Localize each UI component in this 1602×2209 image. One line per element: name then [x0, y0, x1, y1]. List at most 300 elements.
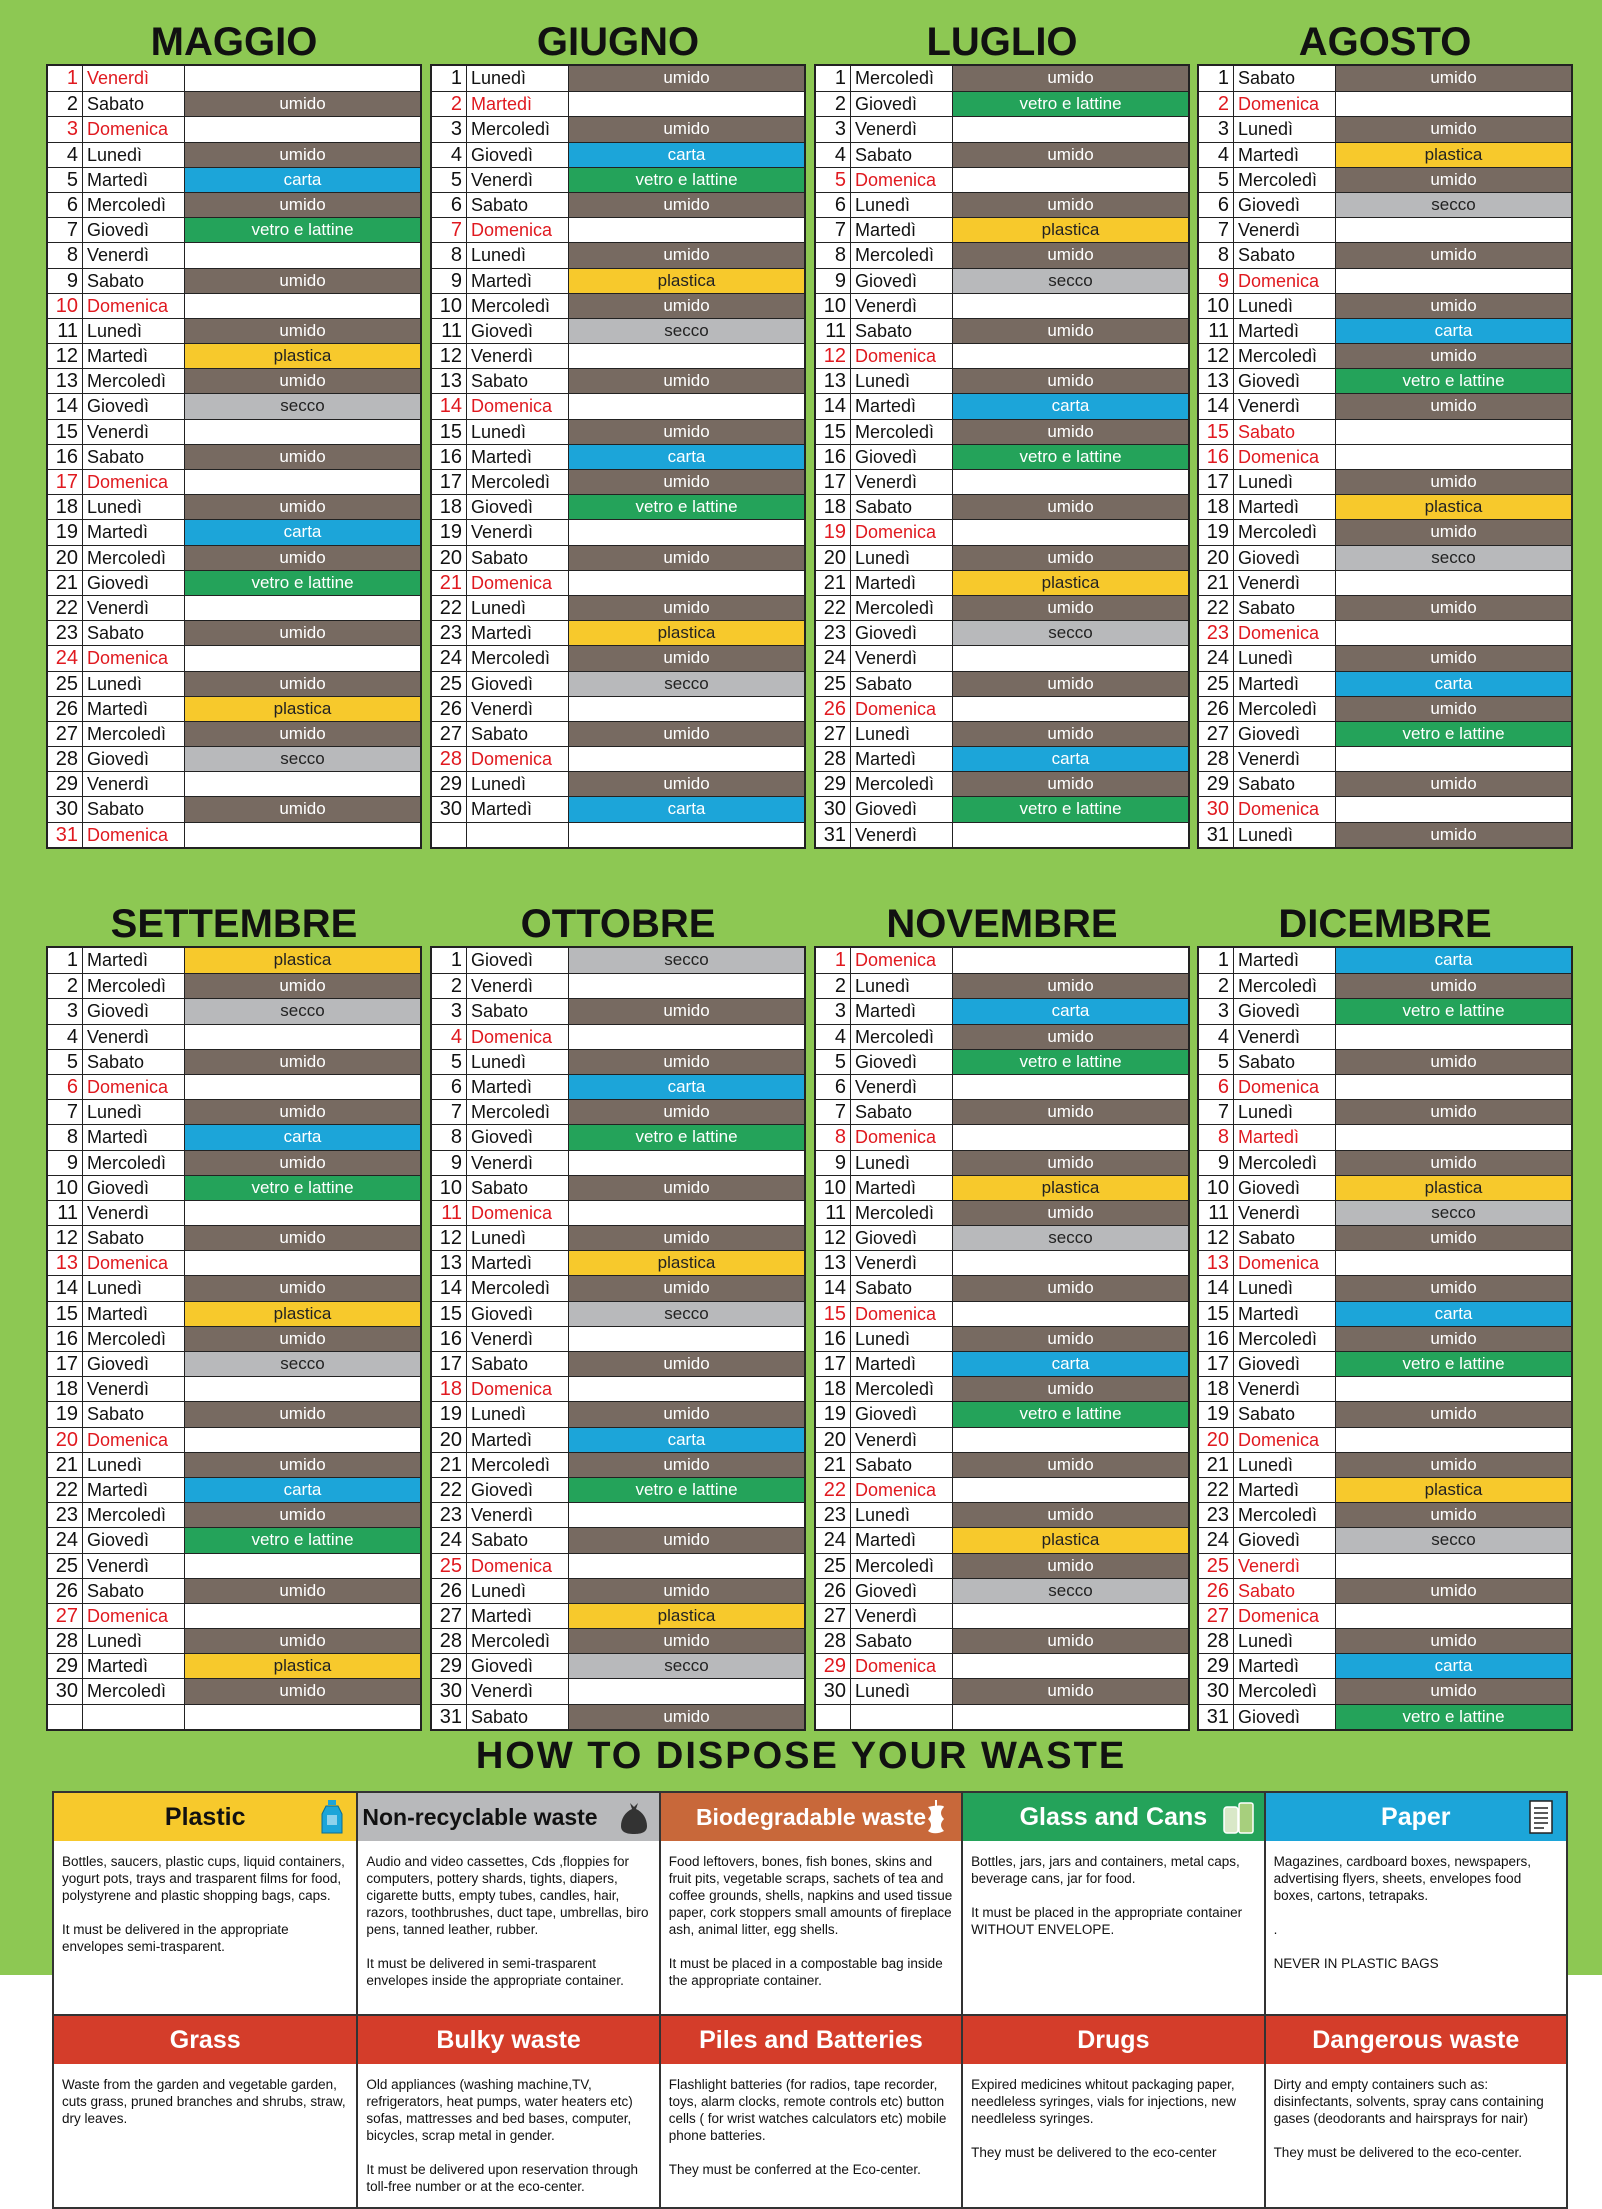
day-number: 24	[55, 1529, 78, 1552]
day-row	[1199, 973, 1571, 998]
day-name: Martedì	[82, 520, 184, 544]
day-row	[48, 645, 420, 670]
day-row	[432, 1553, 804, 1578]
day-number: 8	[834, 244, 846, 267]
day-row	[1199, 1250, 1571, 1275]
category-description	[54, 2064, 356, 2207]
day-number: 18	[439, 1378, 462, 1401]
collection-cell	[1335, 1075, 1571, 1099]
day-number: 20	[55, 1428, 78, 1451]
day-name: Mercoledì	[82, 369, 184, 393]
day-name: Giovedì	[82, 1352, 184, 1376]
day-name: Lunedì	[82, 319, 184, 343]
day-name: Martedì	[466, 1251, 568, 1275]
collection-cell: umido	[184, 193, 420, 217]
collection-cell	[1335, 1604, 1571, 1628]
day-name: Venerdì	[1233, 1025, 1335, 1049]
day-row	[48, 1653, 420, 1678]
day-row	[432, 1301, 804, 1326]
day-number: 24	[1206, 647, 1229, 670]
collection-cell: umido	[184, 974, 420, 998]
day-number: 27	[1206, 1604, 1229, 1627]
day-row	[48, 998, 420, 1023]
day-name: Martedì	[466, 269, 568, 293]
day-row	[432, 1678, 804, 1703]
day-number: 14	[823, 395, 846, 418]
category-paper	[1264, 1793, 1566, 2014]
day-row	[816, 973, 1188, 998]
day-name: Venerdì	[82, 1025, 184, 1049]
day-row	[816, 1074, 1188, 1099]
day-row	[48, 721, 420, 746]
day-number: 3	[66, 1000, 78, 1023]
collection-cell	[184, 1428, 420, 1452]
day-name: Giovedì	[466, 143, 568, 167]
collection-cell: secco	[568, 319, 804, 343]
description-paragraph: NEVER IN PLASTIC BAGS	[1273, 1956, 1439, 1971]
day-number: 4	[1217, 143, 1229, 166]
day-name: Lunedì	[1233, 1453, 1335, 1477]
day-number: 7	[1217, 1101, 1229, 1124]
day-number: 29	[55, 773, 78, 796]
day-row	[48, 142, 420, 167]
day-name: Giovedì	[466, 1654, 568, 1678]
day-number: 20	[439, 1428, 462, 1451]
day-number: 23	[55, 622, 78, 645]
day-number: 23	[823, 1504, 846, 1527]
day-number: 28	[1206, 748, 1229, 771]
day-name: Giovedì	[466, 1125, 568, 1149]
collection-cell: carta	[568, 445, 804, 469]
day-number: 12	[1206, 345, 1229, 368]
day-number: 27	[823, 722, 846, 745]
collection-cell	[1335, 1377, 1571, 1401]
day-row	[48, 268, 420, 293]
collection-cell: carta	[952, 1352, 1188, 1376]
day-number: 29	[1206, 773, 1229, 796]
day-number: 18	[1206, 496, 1229, 519]
day-number: 1	[1217, 67, 1229, 89]
day-number: 27	[55, 722, 78, 745]
day-row	[48, 91, 420, 116]
day-row	[816, 746, 1188, 771]
collection-cell: umido	[568, 193, 804, 217]
day-number: 19	[823, 521, 846, 544]
day-number: 1	[834, 67, 846, 89]
collection-cell	[568, 92, 804, 116]
day-name: Sabato	[850, 143, 952, 167]
day-number: 5	[1217, 168, 1229, 191]
day-name: Lunedì	[466, 1050, 568, 1074]
day-number: 8	[1217, 1126, 1229, 1149]
day-number: 21	[823, 1453, 846, 1476]
day-number: 7	[450, 1101, 462, 1124]
day-row	[1199, 469, 1571, 494]
collection-cell: umido	[568, 1528, 804, 1552]
day-name: Martedì	[82, 948, 184, 973]
day-name: Martedì	[850, 1176, 952, 1200]
collection-cell	[568, 1327, 804, 1351]
day-row	[816, 167, 1188, 192]
description-paragraph: Waste from the garden and vegetable garden, cuts grass, pruned branches and shrubs, straw, dry leaves.	[62, 2077, 346, 2126]
day-name: Lunedì	[82, 1276, 184, 1300]
day-row	[816, 217, 1188, 242]
day-number: 23	[823, 622, 846, 645]
day-number: 21	[1206, 571, 1229, 594]
day-number: 16	[823, 445, 846, 468]
day-row	[48, 242, 420, 267]
day-number: 16	[1206, 445, 1229, 468]
day-number: 5	[834, 1050, 846, 1073]
day-row	[816, 771, 1188, 796]
collection-cell: vetro e lattine	[1335, 722, 1571, 746]
collection-cell: carta	[1335, 672, 1571, 696]
day-name: Sabato	[82, 797, 184, 821]
day-row	[816, 368, 1188, 393]
day-name: Sabato	[850, 319, 952, 343]
day-name: Mercoledì	[1233, 1503, 1335, 1527]
collection-cell: umido	[568, 1100, 804, 1124]
day-row	[1199, 1351, 1571, 1376]
day-number: 18	[1206, 1378, 1229, 1401]
collection-cell: umido	[184, 797, 420, 821]
day-number: 17	[55, 471, 78, 493]
day-row	[816, 1653, 1188, 1678]
day-number: 15	[1206, 420, 1229, 443]
collection-cell: umido	[568, 1276, 804, 1300]
day-name: Lunedì	[850, 1679, 952, 1703]
day-row	[1199, 444, 1571, 469]
day-row	[48, 696, 420, 721]
day-name: Martedì	[1233, 143, 1335, 167]
day-number: 31	[1206, 1705, 1229, 1728]
collection-cell: umido	[568, 243, 804, 267]
day-row	[816, 1326, 1188, 1351]
collection-cell	[184, 1075, 420, 1099]
day-row	[48, 1124, 420, 1149]
day-row	[1199, 343, 1571, 368]
category-header	[963, 1793, 1263, 1841]
day-row	[432, 91, 804, 116]
day-number: 11	[57, 319, 78, 342]
day-number: 2	[834, 975, 846, 998]
day-row	[432, 1502, 804, 1527]
collection-cell	[1335, 92, 1571, 116]
day-number: 12	[55, 345, 78, 368]
collection-cell	[568, 1201, 804, 1225]
day-row	[432, 1250, 804, 1275]
day-name: Lunedì	[82, 1100, 184, 1124]
day-name: Mercoledì	[850, 772, 952, 796]
day-row	[816, 1351, 1188, 1376]
day-number: 31	[823, 823, 846, 846]
category-description	[54, 1841, 356, 2014]
day-name: Venerdì	[466, 344, 568, 368]
month-title: SETTEMBRE	[110, 902, 358, 946]
day-row	[816, 494, 1188, 519]
collection-cell	[184, 823, 420, 847]
day-number: 24	[439, 647, 462, 670]
day-name: Lunedì	[1233, 823, 1335, 847]
collection-cell: vetro e lattine	[952, 797, 1188, 821]
day-number: 18	[55, 1378, 78, 1401]
day-row	[1199, 1452, 1571, 1477]
day-number: 9	[66, 269, 78, 292]
collection-cell: vetro e lattine	[1335, 1705, 1571, 1729]
month-novembre	[814, 902, 1190, 1731]
category-glass	[961, 1793, 1263, 2014]
day-name: Venerdì	[850, 1604, 952, 1628]
day-number: 24	[823, 647, 846, 670]
day-name: Mercoledì	[850, 1025, 952, 1049]
day-number: 24	[1206, 1529, 1229, 1552]
collection-cell: plastica	[184, 948, 420, 973]
collection-cell: umido	[568, 1352, 804, 1376]
day-row	[1199, 242, 1571, 267]
collection-cell	[184, 420, 420, 444]
month-grid	[1197, 64, 1573, 849]
day-name: Sabato	[82, 92, 184, 116]
day-name: Lunedì	[850, 1503, 952, 1527]
day-name: Mercoledì	[850, 420, 952, 444]
day-row	[816, 393, 1188, 418]
day-row	[48, 116, 420, 141]
day-number: 31	[55, 823, 78, 846]
waste-guide-row-2	[54, 2014, 1566, 2207]
collection-cell: umido	[184, 495, 420, 519]
collection-cell	[184, 1251, 420, 1275]
category-title: Non-recyclable waste	[362, 1804, 598, 1830]
day-name: Domenica	[82, 294, 184, 318]
collection-cell: secco	[952, 1226, 1188, 1250]
collection-cell: umido	[184, 1151, 420, 1175]
collection-cell	[952, 646, 1188, 670]
category-nonrec	[356, 1793, 658, 2014]
day-row	[1199, 1124, 1571, 1149]
day-number: 13	[1206, 1252, 1229, 1275]
collection-cell: umido	[568, 1176, 804, 1200]
day-name: Martedì	[82, 344, 184, 368]
collection-cell: secco	[952, 621, 1188, 645]
collection-cell: plastica	[184, 1302, 420, 1326]
day-number: 6	[66, 193, 78, 216]
day-name: Mercoledì	[850, 243, 952, 267]
collection-cell	[952, 470, 1188, 494]
day-row	[48, 620, 420, 645]
day-row	[1199, 1502, 1571, 1527]
collection-cell: umido	[568, 1629, 804, 1653]
day-row	[816, 822, 1188, 847]
day-name: Venerdì	[82, 420, 184, 444]
day-number: 15	[55, 420, 78, 443]
month-giugno	[430, 20, 806, 849]
day-number: 17	[439, 1353, 462, 1375]
day-row	[816, 1301, 1188, 1326]
collection-cell: umido	[1335, 243, 1571, 267]
day-name: Martedì	[1233, 1654, 1335, 1678]
day-name: Mercoledì	[82, 1679, 184, 1703]
day-number: 12	[823, 1227, 846, 1250]
month-title: NOVEMBRE	[886, 902, 1118, 946]
day-number: 9	[1217, 269, 1229, 292]
day-row	[816, 1578, 1188, 1603]
month-grid	[814, 946, 1190, 1731]
collection-cell: plastica	[952, 1176, 1188, 1200]
collection-cell	[184, 117, 420, 141]
day-number: 15	[823, 420, 846, 443]
collection-cell: umido	[1335, 1679, 1571, 1703]
day-row	[48, 1074, 420, 1099]
day-row	[432, 217, 804, 242]
day-row	[816, 545, 1188, 570]
collection-cell: vetro e lattine	[952, 1402, 1188, 1426]
collection-cell: secco	[568, 1654, 804, 1678]
day-number: 6	[834, 193, 846, 216]
day-number: 18	[439, 496, 462, 519]
day-name: Domenica	[82, 1075, 184, 1099]
day-number: 18	[823, 496, 846, 519]
day-number: 1	[834, 949, 846, 971]
day-name: Venerdì	[850, 646, 952, 670]
day-name: Martedì	[1233, 672, 1335, 696]
day-number: 18	[823, 1378, 846, 1401]
day-name: Lunedì	[850, 1327, 952, 1351]
collection-cell: umido	[1335, 294, 1571, 318]
day-name: Giovedì	[850, 621, 952, 645]
day-number: 6	[450, 1075, 462, 1098]
collection-cell	[184, 596, 420, 620]
collection-cell: vetro e lattine	[184, 571, 420, 595]
day-name: Domenica	[466, 218, 568, 242]
collection-cell	[184, 294, 420, 318]
day-number: 9	[450, 1151, 462, 1174]
day-name: Giovedì	[850, 1579, 952, 1603]
collection-cell: secco	[568, 1302, 804, 1326]
day-row	[48, 822, 420, 847]
day-number: 18	[55, 496, 78, 519]
day-name: Venerdì	[82, 1377, 184, 1401]
day-row	[816, 1250, 1188, 1275]
collection-cell: secco	[184, 394, 420, 418]
day-row	[1199, 217, 1571, 242]
collection-cell: umido	[1335, 1100, 1571, 1124]
collection-cell: secco	[1335, 1201, 1571, 1225]
day-name: Martedì	[466, 1075, 568, 1099]
day-name: Giovedì	[82, 1176, 184, 1200]
collection-cell: vetro e lattine	[184, 1528, 420, 1552]
collection-cell	[952, 1302, 1188, 1326]
day-number: 2	[450, 975, 462, 998]
day-name: Sabato	[82, 445, 184, 469]
day-row	[432, 822, 804, 847]
collection-cell: umido	[1335, 1402, 1571, 1426]
day-number: 7	[834, 219, 846, 242]
day-number: 29	[439, 773, 462, 796]
day-row	[432, 1124, 804, 1149]
day-row	[1199, 91, 1571, 116]
day-number: 22	[55, 1478, 78, 1501]
day-name: Domenica	[1233, 1428, 1335, 1452]
description-paragraph: Flashlight batteries (for radios, tape recorder, toys, alarm clocks, remote controls etc) button cells ( for wrist watches calculators etc) mobile phone batteries.	[668, 2077, 947, 2143]
day-row	[816, 1502, 1188, 1527]
day-row	[1199, 822, 1571, 847]
collection-cell: carta	[184, 520, 420, 544]
collection-cell	[568, 1503, 804, 1527]
day-name: Giovedì	[850, 797, 952, 821]
day-number: 12	[439, 345, 462, 368]
collection-cell: umido	[1335, 1151, 1571, 1175]
day-number: 2	[66, 975, 78, 998]
day-name: Giovedì	[466, 948, 568, 973]
collection-cell: umido	[952, 1503, 1188, 1527]
day-row	[816, 1175, 1188, 1200]
category-description	[963, 1841, 1263, 2014]
collection-cell: umido	[184, 1629, 420, 1653]
day-number	[48, 1705, 82, 1729]
day-name: Giovedì	[850, 1402, 952, 1426]
day-number: 16	[55, 445, 78, 468]
day-number: 10	[1206, 294, 1229, 317]
day-number: 10	[439, 294, 462, 317]
day-number: 9	[450, 269, 462, 292]
collection-cell	[952, 1428, 1188, 1452]
day-number: 26	[439, 697, 462, 720]
day-number: 27	[55, 1604, 78, 1627]
collection-cell: umido	[952, 66, 1188, 91]
day-number: 8	[834, 1126, 846, 1149]
day-row	[1199, 1301, 1571, 1326]
day-name: Venerdì	[850, 1251, 952, 1275]
category-dangerous-waste	[1264, 2014, 1566, 2207]
day-number: 26	[823, 1579, 846, 1602]
day-name: Mercoledì	[466, 646, 568, 670]
day-number: 28	[823, 748, 846, 771]
day-name: Domenica	[850, 520, 952, 544]
category-title: Grass	[169, 2026, 241, 2054]
day-name: Domenica	[1233, 1604, 1335, 1628]
day-number: 16	[439, 1327, 462, 1350]
collection-cell: umido	[952, 672, 1188, 696]
collection-cell: umido	[1335, 117, 1571, 141]
day-name: Venerdì	[466, 697, 568, 721]
day-row	[432, 1628, 804, 1653]
day-row	[48, 1099, 420, 1124]
day-name: Venerdì	[466, 1679, 568, 1703]
day-row	[432, 645, 804, 670]
description-paragraph: Bottles, jars, jars and containers, metal caps, beverage cans, jar for food.	[971, 1854, 1240, 1886]
collection-cell: umido	[568, 369, 804, 393]
day-row	[1199, 1225, 1571, 1250]
day-name: Venerdì	[1233, 1201, 1335, 1225]
collection-cell	[952, 344, 1188, 368]
day-name: Martedì	[82, 1125, 184, 1149]
day-name: Domenica	[850, 697, 952, 721]
day-row	[816, 796, 1188, 821]
day-row	[48, 293, 420, 318]
collection-cell: plastica	[184, 344, 420, 368]
collection-cell: umido	[568, 546, 804, 570]
day-number: 14	[439, 395, 462, 418]
day-name: Venerdì	[82, 243, 184, 267]
day-row	[432, 142, 804, 167]
category-drugs	[961, 2014, 1263, 2207]
collection-cell: plastica	[1335, 143, 1571, 167]
collection-cell: umido	[1335, 974, 1571, 998]
day-number: 21	[823, 571, 846, 594]
day-number: 7	[1217, 219, 1229, 242]
day-number: 4	[450, 1025, 462, 1048]
day-number: 7	[66, 1101, 78, 1124]
